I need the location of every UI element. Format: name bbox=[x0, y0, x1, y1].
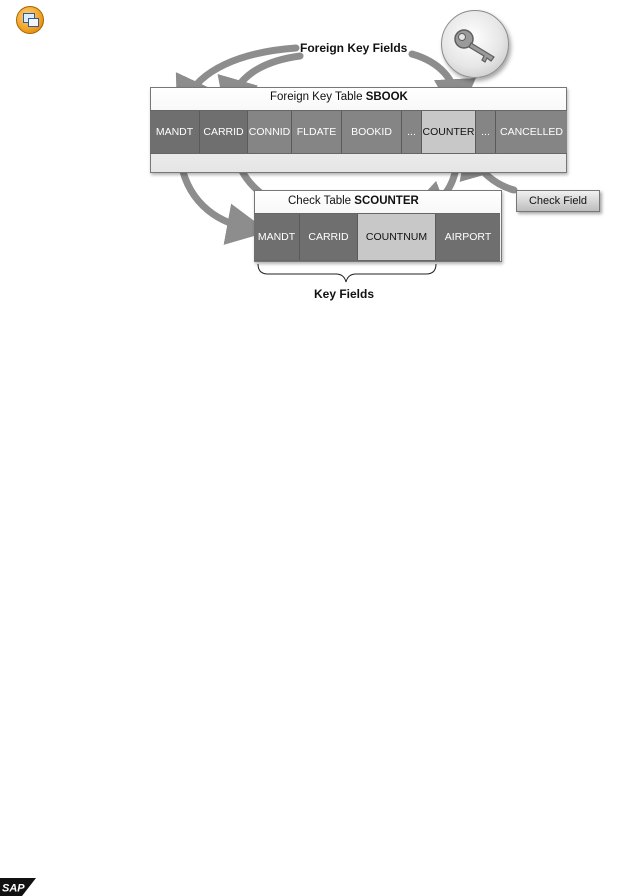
svg-text:SAP: SAP bbox=[2, 882, 25, 895]
sbook-field-carrid: CARRID bbox=[200, 111, 248, 153]
sbook-title-prefix: Foreign Key Table bbox=[270, 91, 363, 103]
key-icon bbox=[441, 10, 509, 78]
key-fields-label: Key Fields bbox=[314, 287, 375, 301]
sbook-title-name: SBOOK bbox=[365, 91, 408, 103]
scounter-field-mandt: MANDT bbox=[254, 214, 300, 260]
check-field-box: Check Field bbox=[516, 190, 600, 212]
sbook-field-mandt: MANDT bbox=[150, 111, 200, 153]
sbook-field-counter: COUNTER bbox=[422, 111, 476, 153]
sbook-title bbox=[270, 91, 460, 107]
scounter-title-name: SCOUNTER bbox=[354, 195, 419, 207]
sbook-field-cancelled: CANCELLED bbox=[496, 111, 567, 153]
scounter-field-row bbox=[254, 213, 500, 261]
scounter-field-countnum: COUNTNUM bbox=[358, 214, 436, 260]
scounter-field-airport: AIRPORT bbox=[436, 214, 500, 260]
sbook-field-row bbox=[150, 110, 567, 154]
scounter-title bbox=[288, 195, 478, 211]
foreign-key-fields-label: Foreign Key Fields bbox=[300, 41, 408, 55]
computer-badge-icon bbox=[16, 6, 44, 34]
sbook-field-fldate: FLDATE bbox=[292, 111, 342, 153]
key-fields-brace bbox=[258, 264, 436, 282]
sbook-field-bookid: BOOKID bbox=[342, 111, 402, 153]
scounter-field-carrid: CARRID bbox=[300, 214, 358, 260]
scounter-title-prefix: Check Table bbox=[288, 195, 352, 207]
sbook-field-ellipsis-2: ... bbox=[476, 111, 496, 153]
sbook-field-ellipsis-1: ... bbox=[402, 111, 422, 153]
sap-logo bbox=[0, 878, 36, 896]
sbook-field-connid: CONNID bbox=[248, 111, 292, 153]
